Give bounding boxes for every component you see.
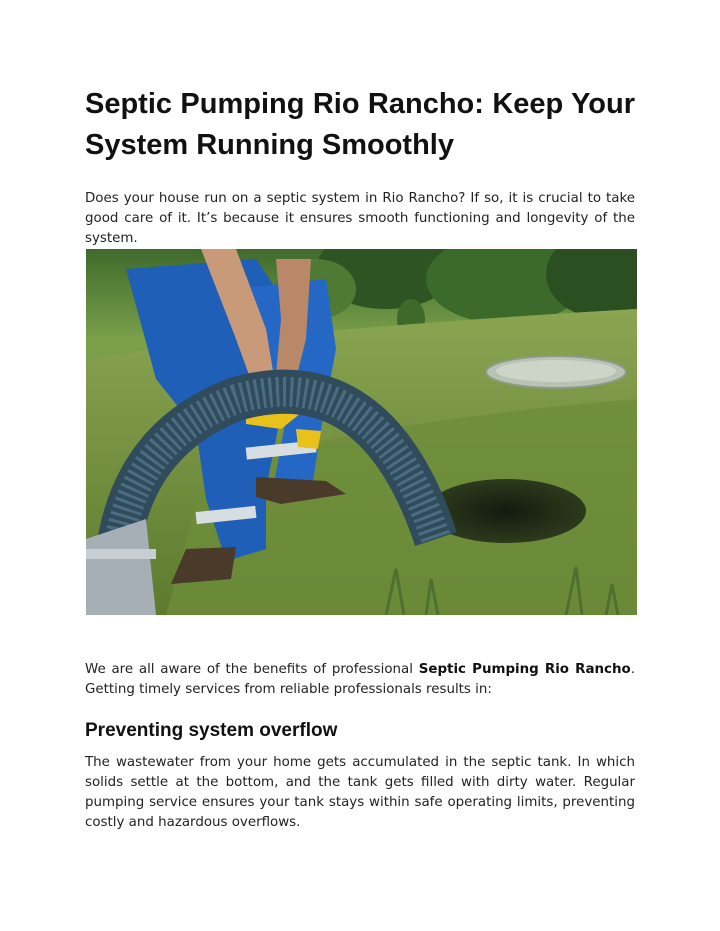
benefits-suffix: . Getting timely services from reliable professionals results in: xyxy=(85,662,635,697)
page-title: Septic Pumping Rio Rancho: Keep Your System Running Smoothly xyxy=(85,88,635,161)
septic-pumping-photo xyxy=(86,249,637,615)
section-heading-overflow: Preventing system overflow xyxy=(85,720,338,741)
section-body-overflow: The wastewater from your home gets accumulated in the septic tank. In which solids settle at the bottom, and the tank gets filled with dirty water. Regular pumping service ensures your tank stays within safe operating limits, preventing costly and hazardous overflows. xyxy=(85,755,635,830)
benefits-keyword: Septic Pumping Rio Rancho xyxy=(418,662,631,677)
benefits-prefix: We are all aware of the benefits of professional xyxy=(85,662,419,677)
benefits-paragraph xyxy=(85,660,635,700)
intro-paragraph: Does your house run on a septic system in Rio Rancho? If so, it is crucial to take good care of it. It’s because it ensures smooth functioning and longevity of the system. xyxy=(85,191,635,246)
